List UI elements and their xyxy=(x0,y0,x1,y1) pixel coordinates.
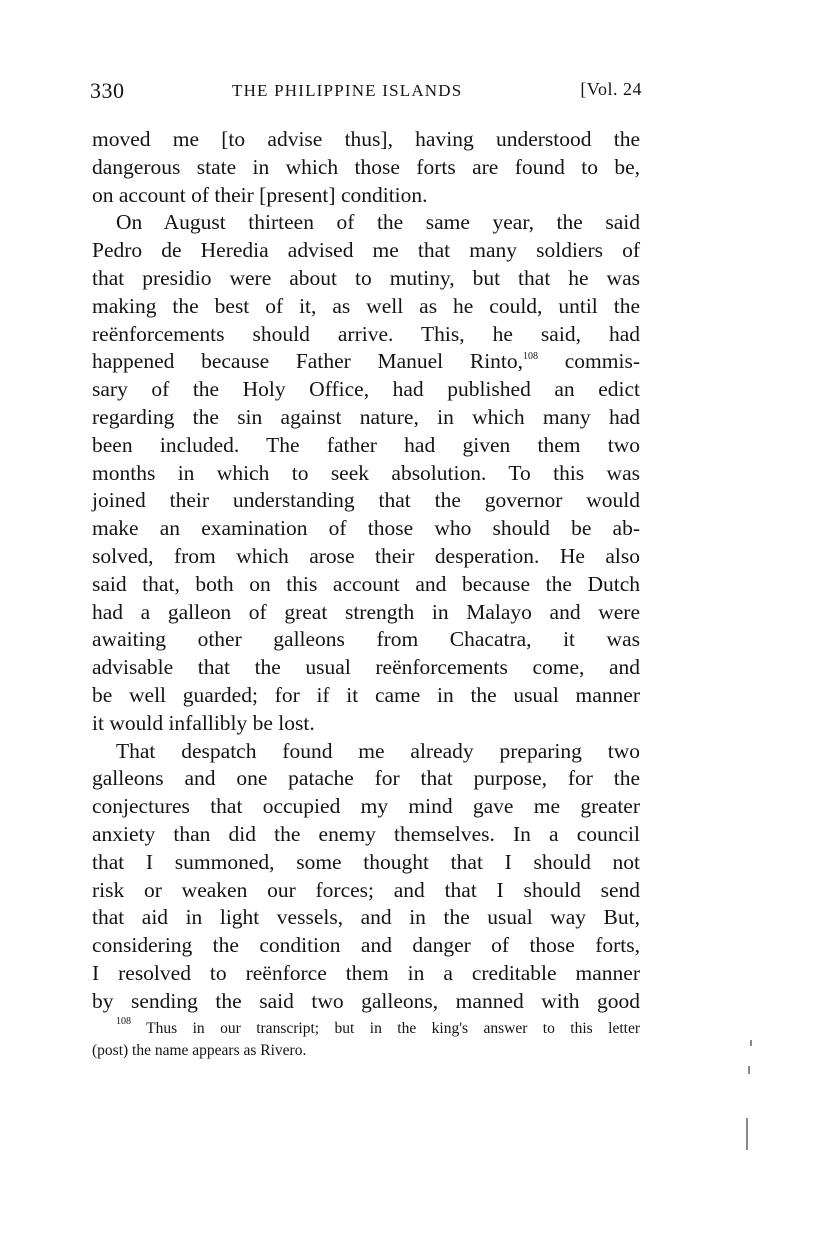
footnote-reference: 108 xyxy=(523,351,539,363)
text-line: it would infallibly be lost. xyxy=(92,710,315,735)
text-line: by sending the said two galleons, manned with good xyxy=(92,988,640,1013)
text-line: sary of the Holy Office, had published an edict xyxy=(92,377,640,402)
footnote-marker: 108 xyxy=(116,1016,131,1027)
text-line: on account of their [present] condition. xyxy=(92,182,428,207)
text-line: moved me [to advise thus], having understood the xyxy=(92,127,640,151)
text-line: Pedro de Heredia advised me that many soldiers of xyxy=(92,238,640,263)
footnote-line: (post) the name appears as Rivero. xyxy=(92,1042,307,1059)
line-continuation: commis- xyxy=(538,349,640,374)
text-line: risk or weaken our forces; and that I should send xyxy=(92,877,640,902)
text-line: be well guarded; for if it came in the usual manner xyxy=(92,682,640,707)
text-line: that presidio were about to mutiny, but that he was xyxy=(92,265,640,290)
line-text: happened because Father Manuel Rinto, xyxy=(92,349,524,374)
text-line: that aid in light vessels, and in the usual way But, xyxy=(92,905,640,930)
text-line: considering the condition and danger of those forts, xyxy=(92,933,640,958)
text-line: that I summoned, some thought that I should not xyxy=(92,849,640,874)
footnote xyxy=(92,1018,640,1062)
body-text xyxy=(92,126,640,1016)
text-line: awaiting other galleons from Chacatra, it was xyxy=(92,627,640,652)
book-title: THE PHILIPPINE ISLANDS xyxy=(232,81,463,100)
text-line: advisable that the usual reënforcements come, and xyxy=(92,655,640,680)
running-head xyxy=(90,78,642,108)
text-line: been included. The father had given them two xyxy=(92,432,640,457)
scan-artifacts xyxy=(746,1040,756,1160)
text-line: anxiety than did the enemy themselves. In a council xyxy=(92,821,640,846)
text-line: had a galleon of great strength in Malayo and were xyxy=(92,599,640,624)
text-line-with-footnote xyxy=(92,348,640,376)
text-line: joined their understanding that the governor would xyxy=(92,488,640,513)
text-line: make an examination of those who should be ab- xyxy=(92,516,640,541)
text-line: said that, both on this account and because the Dutch xyxy=(92,571,640,596)
text-line: I resolved to reënforce them in a creditable manner xyxy=(92,960,640,985)
text-line: months in which to seek absolution. To this was xyxy=(92,460,640,485)
text-line: reënforcements should arrive. This, he said, had xyxy=(92,321,640,346)
text-line: dangerous state in which those forts are found to be, xyxy=(92,154,640,179)
text-line: conjectures that occupied my mind gave me greater xyxy=(92,794,640,819)
text-line: galleons and one patache for that purpose, for the xyxy=(92,766,640,791)
footnote-text: Thus in our transcript; but in the king's answer to this letter xyxy=(131,1020,640,1037)
footnote-line xyxy=(92,1018,640,1040)
text-line: regarding the sin against nature, in which many had xyxy=(92,404,640,429)
text-line: On August thirteen of the same year, the said xyxy=(116,210,640,235)
text-line: That despatch found me already preparing two xyxy=(116,738,640,763)
text-line: solved, from which arose their desperation. He also xyxy=(92,543,640,568)
page-number: 330 xyxy=(90,78,125,103)
volume-label: [Vol. 24 xyxy=(580,79,642,99)
text-line: making the best of it, as well as he could, until the xyxy=(92,293,640,318)
